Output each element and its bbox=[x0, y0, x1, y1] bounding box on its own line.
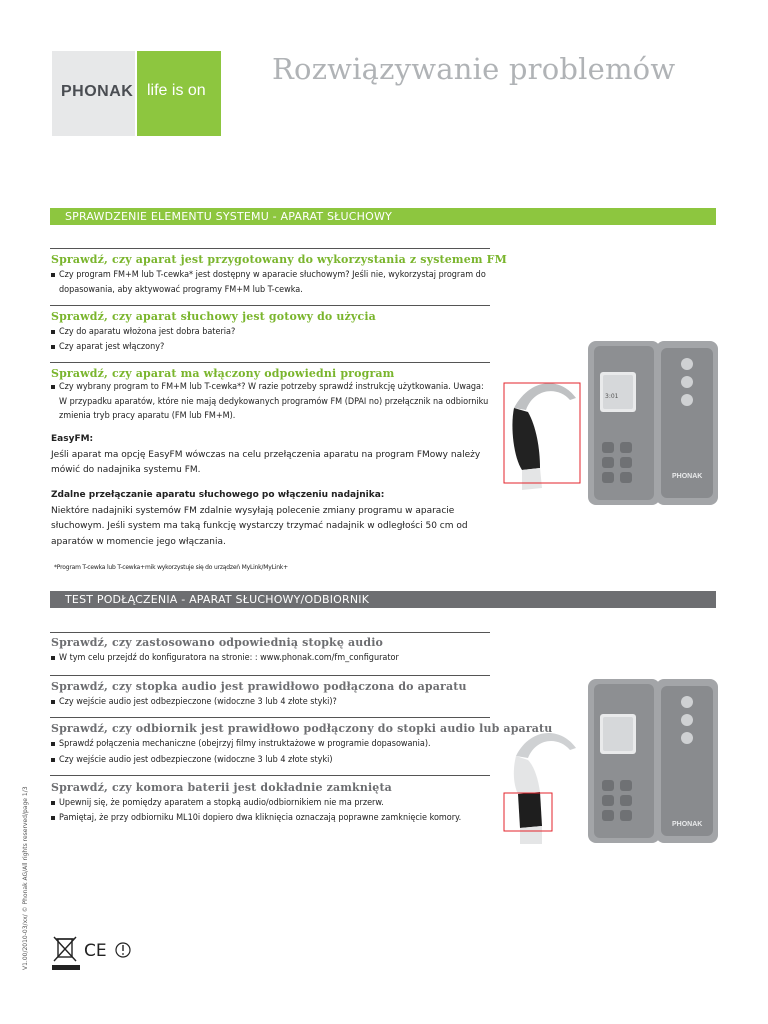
check-list bbox=[51, 796, 501, 825]
divider bbox=[50, 248, 490, 249]
list-item: Czy wybrany program to FM+M lub T-cewka*? W razie potrzeby sprawdź instrukcję użytkowania. Uwaga: W przypadku aparatów, które nie mają dedykowanych programów FM (DPAI no) przełącznik na odbiorniku zmienia tryb pracy aparatu (FM lub FM+M). bbox=[51, 380, 491, 424]
list-item: Czy program FM+M lub T-cewka* jest dostępny w aparacie słuchowym? Jeśli nie, wykorzystaj program do dopasowania, aby aktywować programy FM+M lub T-cewka. bbox=[51, 268, 501, 297]
check-title: Sprawdź, czy zastosowano odpowiednią stopkę audio bbox=[51, 636, 384, 649]
divider bbox=[50, 632, 490, 633]
check-list bbox=[51, 737, 501, 767]
easyfm-block bbox=[51, 432, 491, 479]
check-list bbox=[51, 268, 501, 297]
check-title: Sprawdź, czy aparat słuchowy jest gotowy do użycia bbox=[51, 310, 376, 323]
easyfm-text: Jeśli aparat ma opcję EasyFM wówczas na celu przełączenia aparatu na program FMowy należy mówić do nadajnika systemu FM. bbox=[51, 449, 481, 475]
footnote: *Program T-cewka lub T-cewka+mik wykorzystuje się do urządzeń MyLink/MyLink+ bbox=[54, 564, 288, 571]
hearing-aid-receiver-illustration bbox=[500, 338, 722, 508]
list-item: Czy do aparatu włożona jest dobra bateria? bbox=[51, 325, 501, 340]
list-item: Czy wejście audio jest odbezpieczone (widoczne 3 lub 4 złote styki) bbox=[51, 753, 501, 768]
remote-text: Niektóre nadajniki systemów FM zdalnie wysyłają polecenie zmiany programu w aparacie słuchowym. Jeśli system ma taką funkcję wystarczy trzymać nadajnik w odległości 50 cm od aparatów w momencie jego włączania. bbox=[51, 505, 468, 547]
list-item: W tym celu przejdź do konfiguratora na stronie: : www.phonak.com/fm_configurator bbox=[51, 651, 501, 666]
list-item: Pamiętaj, że przy odbiorniku ML10i dopiero dwa kliknięcia oznaczają poprawne zamknięcie komory. bbox=[51, 811, 501, 826]
check-list bbox=[51, 651, 501, 666]
divider bbox=[50, 675, 490, 676]
check-title: Sprawdź, czy aparat jest przygotowany do wykorzystania z systemem FM bbox=[51, 253, 507, 266]
check-list bbox=[51, 325, 501, 354]
divider bbox=[50, 775, 490, 776]
remote-switch-block bbox=[51, 488, 491, 550]
check-title: Sprawdź, czy stopka audio jest prawidłowo podłączona do aparatu bbox=[51, 680, 467, 693]
device-label: PHONAK bbox=[672, 473, 703, 480]
list-item: Sprawdź połączenia mechaniczne (obejrzyj filmy instruktażowe w programie dopasowania). bbox=[51, 737, 501, 752]
document-version-note: V1.00/2010-03/xx/ © Phonak AG/All rights reserved/page 1/3 bbox=[22, 786, 29, 970]
tagline: life is on bbox=[147, 82, 206, 99]
divider bbox=[50, 362, 490, 363]
easyfm-title: EasyFM: bbox=[51, 434, 94, 444]
check-list bbox=[51, 695, 501, 710]
list-item: Upewnij się, że pomiędzy aparatem a stopką audio/odbiornikiem nie ma przerw. bbox=[51, 796, 501, 811]
check-title: Sprawdź, czy aparat ma włączony odpowiedni program bbox=[51, 367, 395, 380]
list-item: Czy wejście audio jest odbezpieczone (widoczne 3 lub 4 złote styki)? bbox=[51, 695, 501, 710]
svg-text:3:01: 3:01 bbox=[605, 393, 619, 400]
device-label: PHONAK bbox=[672, 821, 703, 828]
brand-name: PHONAK bbox=[61, 83, 134, 100]
check-title: Sprawdź, czy komora baterii jest dokładnie zamknięta bbox=[51, 781, 392, 794]
check-title: Sprawdź, czy odbiornik jest prawidłowo podłączony do stopki audio lub aparatu bbox=[51, 722, 553, 735]
phonak-logo bbox=[52, 51, 135, 136]
list-item: Czy aparat jest włączony? bbox=[51, 340, 501, 355]
alert-circle-icon bbox=[116, 943, 130, 957]
tagline-block bbox=[137, 51, 221, 136]
check-list bbox=[51, 380, 491, 424]
weee-bin-icon bbox=[52, 937, 80, 970]
compliance-symbols bbox=[52, 935, 132, 975]
hearing-aid-receiver-connection-illustration bbox=[500, 676, 722, 846]
ce-mark-icon: CE bbox=[84, 941, 107, 961]
page-title: Rozwiązywanie problemów bbox=[272, 52, 676, 86]
section-1-header: SPRAWDZENIE ELEMENTU SYSTEMU - APARAT SŁUCHOWY bbox=[50, 208, 716, 225]
divider bbox=[50, 305, 490, 306]
divider bbox=[50, 717, 490, 718]
section-2-header: TEST PODŁĄCZENIA - APARAT SŁUCHOWY/ODBIORNIK bbox=[50, 591, 716, 608]
remote-title: Zdalne przełączanie aparatu słuchowego po włączeniu nadajnika: bbox=[51, 490, 385, 500]
